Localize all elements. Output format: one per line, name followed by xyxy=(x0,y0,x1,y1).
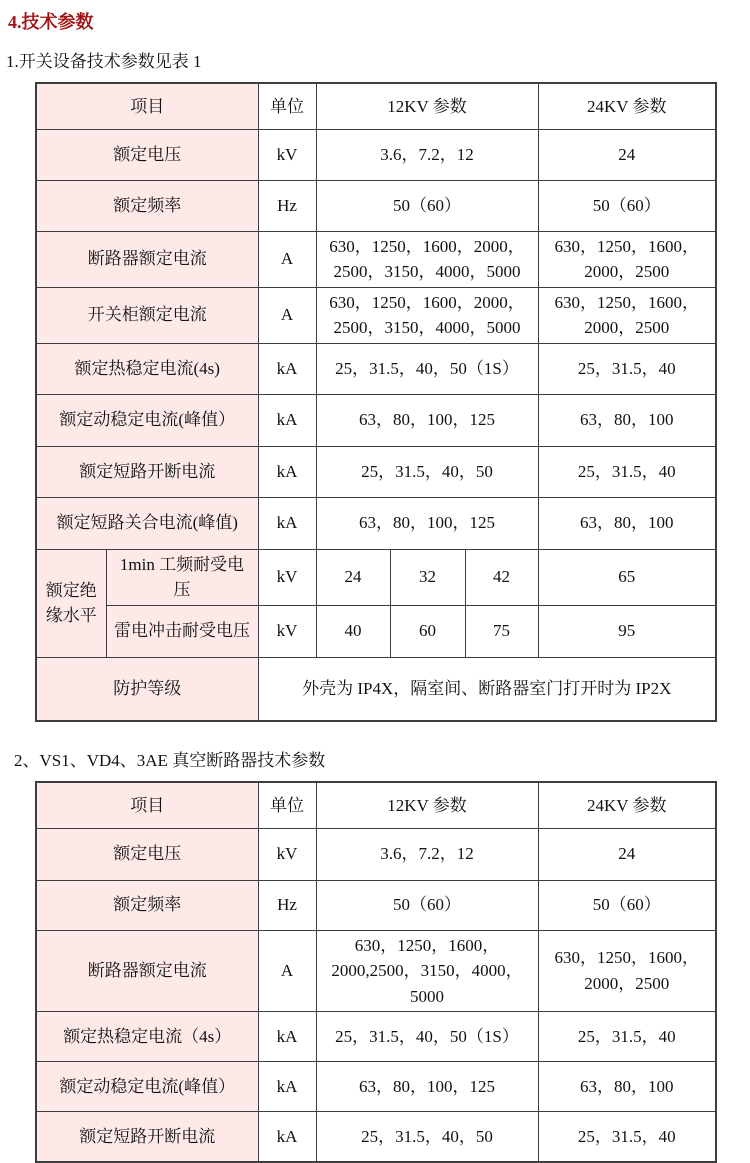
value-24kv-cell: 65 xyxy=(538,549,716,605)
value-12kv-cell: 25，31.5，40，50 xyxy=(316,1112,538,1162)
value-24kv-cell: 25，31.5，40 xyxy=(538,343,716,394)
table-row-rated-voltage xyxy=(36,828,716,880)
table-row-making-current xyxy=(36,497,716,549)
value-12kv-sub3-cell: 42 xyxy=(465,549,538,605)
unit-cell: kV xyxy=(258,549,316,605)
header-unit: 单位 xyxy=(258,83,316,129)
item-cell: 额定短路开断电流 xyxy=(36,446,258,497)
unit-cell: A xyxy=(258,930,316,1012)
value-24kv-cell: 63，80，100 xyxy=(538,1062,716,1112)
value-24kv-cell: 630，1250，1600，2000，2500 xyxy=(538,930,716,1012)
unit-cell: kV xyxy=(258,129,316,180)
unit-cell: Hz xyxy=(258,880,316,930)
table-row-thermal-current xyxy=(36,1012,716,1062)
item-cell: 断路器额定电流 xyxy=(36,231,258,287)
table-row-breaker-rated-current xyxy=(36,930,716,1012)
protection-value-cell: 外壳为 IP4X，隔室间、断路器室门打开时为 IP2X xyxy=(258,657,716,721)
unit-cell: kA xyxy=(258,1062,316,1112)
unit-cell: kA xyxy=(258,446,316,497)
item-cell: 额定热稳定电流（4s） xyxy=(36,1012,258,1062)
value-12kv-cell: 63，80，100，125 xyxy=(316,394,538,446)
table-row-dynamic-current xyxy=(36,394,716,446)
value-12kv-sub1-cell: 24 xyxy=(316,549,390,605)
value-24kv-cell: 63，80，100 xyxy=(538,497,716,549)
table-row-breaking-current xyxy=(36,1112,716,1162)
unit-cell: kV xyxy=(258,828,316,880)
value-12kv-cell: 25，31.5，40，50（1S） xyxy=(316,1012,538,1062)
table-row-cabinet-rated-current xyxy=(36,287,716,343)
value-12kv-sub3-cell: 75 xyxy=(465,605,538,657)
value-12kv-cell: 63，80，100，125 xyxy=(316,1062,538,1112)
item-cell: 额定热稳定电流(4s) xyxy=(36,343,258,394)
table-header-row xyxy=(36,782,716,828)
unit-cell: kV xyxy=(258,605,316,657)
value-12kv-cell: 63，80，100，125 xyxy=(316,497,538,549)
item-cell: 额定电压 xyxy=(36,828,258,880)
value-12kv-sub1-cell: 40 xyxy=(316,605,390,657)
unit-cell: A xyxy=(258,287,316,343)
value-24kv-cell: 630，1250，1600，2000，2500 xyxy=(538,287,716,343)
table-header-row xyxy=(36,83,716,129)
item-cell: 额定动稳定电流(峰值） xyxy=(36,394,258,446)
item-cell: 断路器额定电流 xyxy=(36,930,258,1012)
value-24kv-cell: 25，31.5，40 xyxy=(538,446,716,497)
table-row-dynamic-current xyxy=(36,1062,716,1112)
unit-cell: kA xyxy=(258,1012,316,1062)
header-item: 项目 xyxy=(36,83,258,129)
value-12kv-cell: 3.6，7.2，12 xyxy=(316,129,538,180)
value-24kv-cell: 25，31.5，40 xyxy=(538,1112,716,1162)
value-24kv-cell: 50（60） xyxy=(538,880,716,930)
value-24kv-cell: 25，31.5，40 xyxy=(538,1012,716,1062)
value-12kv-cell: 3.6，7.2，12 xyxy=(316,828,538,880)
unit-cell: kA xyxy=(258,343,316,394)
unit-cell: kA xyxy=(258,497,316,549)
header-unit: 单位 xyxy=(258,782,316,828)
unit-cell: kA xyxy=(258,1112,316,1162)
item-cell: 1min 工频耐受电压 xyxy=(106,549,258,605)
table-row-breaker-rated-current xyxy=(36,231,716,287)
item-cell: 额定频率 xyxy=(36,880,258,930)
value-24kv-cell: 95 xyxy=(538,605,716,657)
header-24kv: 24KV 参数 xyxy=(538,83,716,129)
table-row-thermal-current xyxy=(36,343,716,394)
header-24kv: 24KV 参数 xyxy=(538,782,716,828)
header-12kv: 12KV 参数 xyxy=(316,83,538,129)
value-12kv-cell: 630，1250，1600，2000，2500，3150，4000，5000 xyxy=(316,231,538,287)
page-title: 4.技术参数 xyxy=(8,12,94,32)
insulation-group-cell: 额定绝缘水平 xyxy=(36,549,106,657)
item-cell: 雷电冲击耐受电压 xyxy=(106,605,258,657)
value-12kv-cell: 50（60） xyxy=(316,880,538,930)
unit-cell: kA xyxy=(258,394,316,446)
section2-label: 2、VS1、VD4、3AE 真空断路器技术参数 xyxy=(14,751,326,770)
unit-cell: A xyxy=(258,231,316,287)
unit-cell: Hz xyxy=(258,180,316,231)
switchgear-params-table xyxy=(35,82,717,722)
item-cell: 额定频率 xyxy=(36,180,258,231)
table-row-rated-frequency xyxy=(36,880,716,930)
value-24kv-cell: 24 xyxy=(538,129,716,180)
section1-label: 1.开关设备技术参数见表 1 xyxy=(6,52,202,71)
item-cell: 额定动稳定电流(峰值） xyxy=(36,1062,258,1112)
value-24kv-cell: 63，80，100 xyxy=(538,394,716,446)
header-12kv: 12KV 参数 xyxy=(316,782,538,828)
value-12kv-cell: 630，1250，1600，2000，2500，3150，4000，5000 xyxy=(316,287,538,343)
table-row-lightning-impulse-withstand xyxy=(36,605,716,657)
value-12kv-sub2-cell: 60 xyxy=(390,605,465,657)
breaker-params-table xyxy=(35,781,717,1163)
value-12kv-cell: 630，1250，1600，2000,2500，3150，4000，5000 xyxy=(316,930,538,1012)
value-12kv-cell: 25，31.5，40，50 xyxy=(316,446,538,497)
header-item: 项目 xyxy=(36,782,258,828)
value-12kv-sub2-cell: 32 xyxy=(390,549,465,605)
value-12kv-cell: 50（60） xyxy=(316,180,538,231)
value-24kv-cell: 630，1250，1600，2000，2500 xyxy=(538,231,716,287)
table-row-rated-frequency xyxy=(36,180,716,231)
item-cell: 额定电压 xyxy=(36,129,258,180)
table-row-breaking-current xyxy=(36,446,716,497)
item-cell: 开关柜额定电流 xyxy=(36,287,258,343)
table-row-rated-voltage xyxy=(36,129,716,180)
value-12kv-cell: 25，31.5，40，50（1S） xyxy=(316,343,538,394)
item-cell: 防护等级 xyxy=(36,657,258,721)
item-cell: 额定短路开断电流 xyxy=(36,1112,258,1162)
value-24kv-cell: 24 xyxy=(538,828,716,880)
table-row-power-frequency-withstand xyxy=(36,549,716,605)
item-cell: 额定短路关合电流(峰值) xyxy=(36,497,258,549)
value-24kv-cell: 50（60） xyxy=(538,180,716,231)
table-row-protection-degree xyxy=(36,657,716,721)
